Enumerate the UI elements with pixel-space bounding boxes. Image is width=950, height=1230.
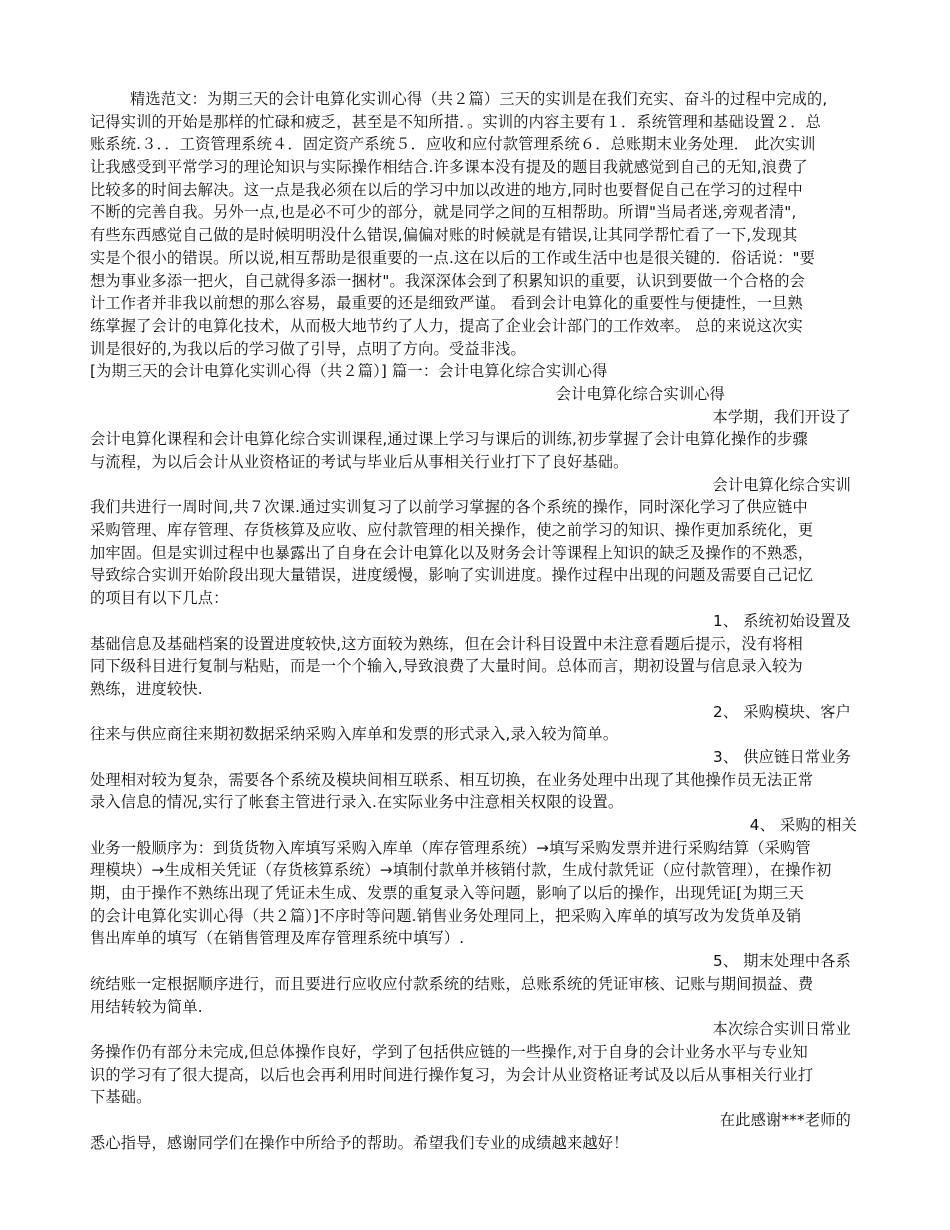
paragraph-line: 账系统.３．．工资管理系统４．固定资产系统５．应收和应付款管理系统６．总账期末业务处理． 此次实训 (90, 135, 816, 154)
section-heading: [为期三天的会计电算化实训心得（共２篇）] 篇一：会计电算化综合实训心得 (90, 362, 608, 381)
paragraph-line: 务操作仍有部分未完成,但总体操作良好，学到了包括供应链的一些操作,对于自身的会计业务水平与专业知 (90, 1042, 808, 1061)
paragraph-line: 下基础。 (90, 1088, 152, 1107)
paragraph-line: 训是很好的,为我以后的学习做了引导，点明了方向。受益非浅。 (90, 339, 526, 358)
paragraph-line: 本学期，我们开设了 (712, 407, 851, 426)
paragraph-line: 我们共进行一周时间,共７次课.通过实训复习了以前学习掌握的各个系统的操作，同时深化学习了供应链中 (90, 498, 808, 517)
paragraph-line: 熟练，进度较快. (90, 679, 203, 698)
document-body (90, 88, 865, 1154)
list-item-number: 4、 采购的相关 (749, 816, 857, 834)
paragraph-line: 往来与供应商往来期初数据采纳采购入库单和发票的形式录入,录入较为简单。 (90, 725, 619, 744)
paragraph-line: 处理相对较为复杂，需要各个系统及模块间相互联系、相互切换，在业务处理中出现了其他操作员无法正常 (90, 770, 814, 789)
paragraph-line: 业务一般顺序为：到货货物入库填写采购入库单（库存管理系统）→填写采购发票并进行采购结算（采购管 (90, 838, 811, 857)
paragraph-line: 导致综合实训开始阶段出现大量错误，进度缓慢，影响了实训进度。操作过程中出现的问题及需要自己记忆 (90, 566, 814, 585)
paragraph-line: 记得实训的开始是那样的忙碌和疲乏，甚至是不知所措．。实训的内容主要有１．系统管理和基础设置２．总 (90, 112, 821, 131)
paragraph-line: 精选范文：为期三天的会计电算化实训心得（共２篇）三天的实训是在我们充实、奋斗的过程中完成的, (130, 90, 828, 108)
paragraph-line: 加牢固。但是实训过程中也暴露出了自身在会计电算化以及财务会计等课程上知识的缺乏及操作的不熟悉， (90, 543, 814, 562)
paragraph-line: 实是个很小的错误。所以说,相互帮助是很重要的一点.这在以后的工作或生活中也是很关键的．俗话说："要 (90, 248, 816, 267)
paragraph-line: 理模块）→生成相关凭证（存货核算系统）→填制付款单并核销付款，生成付款凭证（应付款管理），在操作初 (90, 861, 832, 880)
list-item-number: 5、 期末处理中各系 (713, 952, 851, 971)
paragraph-line: 的项目有以下几点： (90, 589, 229, 608)
list-item-number: 2、 采购模块、客户 (713, 702, 851, 721)
paragraph-line: 不断的完善自我。另外一点,也是必不可少的部分，就是同学之间的互相帮助。所谓"当局者迷,旁观者清", (90, 203, 797, 222)
paragraph-line: 基础信息及基础档案的设置进度较快,这方面较为熟练，但在会计科目设置中未注意看题后提示，没有将相 (90, 634, 803, 653)
paragraph-line: 期，由于操作不熟练出现了凭证未生成、发票的重复录入等问题，影响了以后的操作，出现凭证[为期三天 (90, 884, 804, 903)
paragraph-line: 与流程，为以后会计从业资格证的考试与毕业后从事相关行业打下了良好基础。 (90, 453, 629, 471)
list-item-number: 3、 供应链日常业务 (713, 747, 851, 766)
paragraph-line: 售出库单的填写（在销售管理及库存管理系统中填写）. (90, 929, 465, 948)
paragraph-line: 悉心指导，感谢同学们在操作中所给予的帮助。希望我们专业的成绩越来越好！ (90, 1133, 629, 1152)
list-item-number: 1、 系统初始设置及 (713, 611, 851, 630)
paragraph-line: 会计电算化课程和会计电算化综合实训课程,通过课上学习与课后的训练,初步掌握了会计电算化操作的步骤 (90, 430, 808, 449)
paragraph-line: 统结账一定根据顺序进行，而且要进行应收应付款系统的结账，总账系统的凭证审核、记账与期间损益、费 (90, 974, 814, 993)
paragraph-line: 会计电算化综合实训 (712, 475, 851, 494)
paragraph-line: 识的学习有了很大提高，以后也会再利用时间进行操作复习，为会计从业资格证考试及以后从事相关行业打 (90, 1065, 814, 1084)
paragraph-line: 采购管理、库存管理、存货核算及应收、应付款管理的相关操作，使之前学习的知识、操作更加系统化，更 (90, 521, 814, 540)
paragraph-line: 想为事业多添一把火，自己就得多添一捆材"。我深深体会到了积累知识的重要，认识到要做一个合格的会 (90, 271, 806, 290)
paragraph-line: 比较多的时间去解决。这一点是我必须在以后的学习中加以改进的地方,同时也要督促自己在学习的过程中 (90, 180, 803, 199)
paragraph-line: 录入信息的情况,实行了帐套主管进行录入.在实际业务中注意相关权限的设置。 (90, 793, 624, 812)
paragraph-line: 用结转较为简单. (90, 997, 203, 1016)
paragraph-line: 让我感受到平常学习的理论知识与实际操作相结合.许多课本没有提及的题目我就感觉到自己的无知,浪费了 (90, 158, 808, 177)
article-title: 会计电算化综合实训心得 (555, 384, 725, 403)
paragraph-line: 在此感谢***老师的 (719, 1110, 851, 1129)
paragraph-line: 同下级科目进行复制与粘贴，而是一个个输入,导致浪费了大量时间。总体而言，期初设置与信息录入较为 (90, 657, 803, 676)
paragraph-line: 本次综合实训日常业 (712, 1020, 851, 1039)
paragraph-line: 有些东西感觉自己做的是时候明明没什么错误,偏偏对账的时候就是有错误,让其同学帮忙看了一下,发现其 (90, 226, 798, 245)
paragraph-line: 练掌握了会计的电算化技术，从而极大地节约了人力，提高了企业会计部门的工作效率。 总的来说这次实 (90, 316, 803, 335)
paragraph-line: 计工作者并非我以前想的那么容易，最重要的还是细致严谨。 看到会计电算化的重要性与便捷性，一旦熟 (90, 294, 803, 313)
paragraph-line: 的会计电算化实训心得（共２篇）]不序时等问题.销售业务处理同上，把采购入库单的填写改为发货单及销 (90, 906, 802, 925)
